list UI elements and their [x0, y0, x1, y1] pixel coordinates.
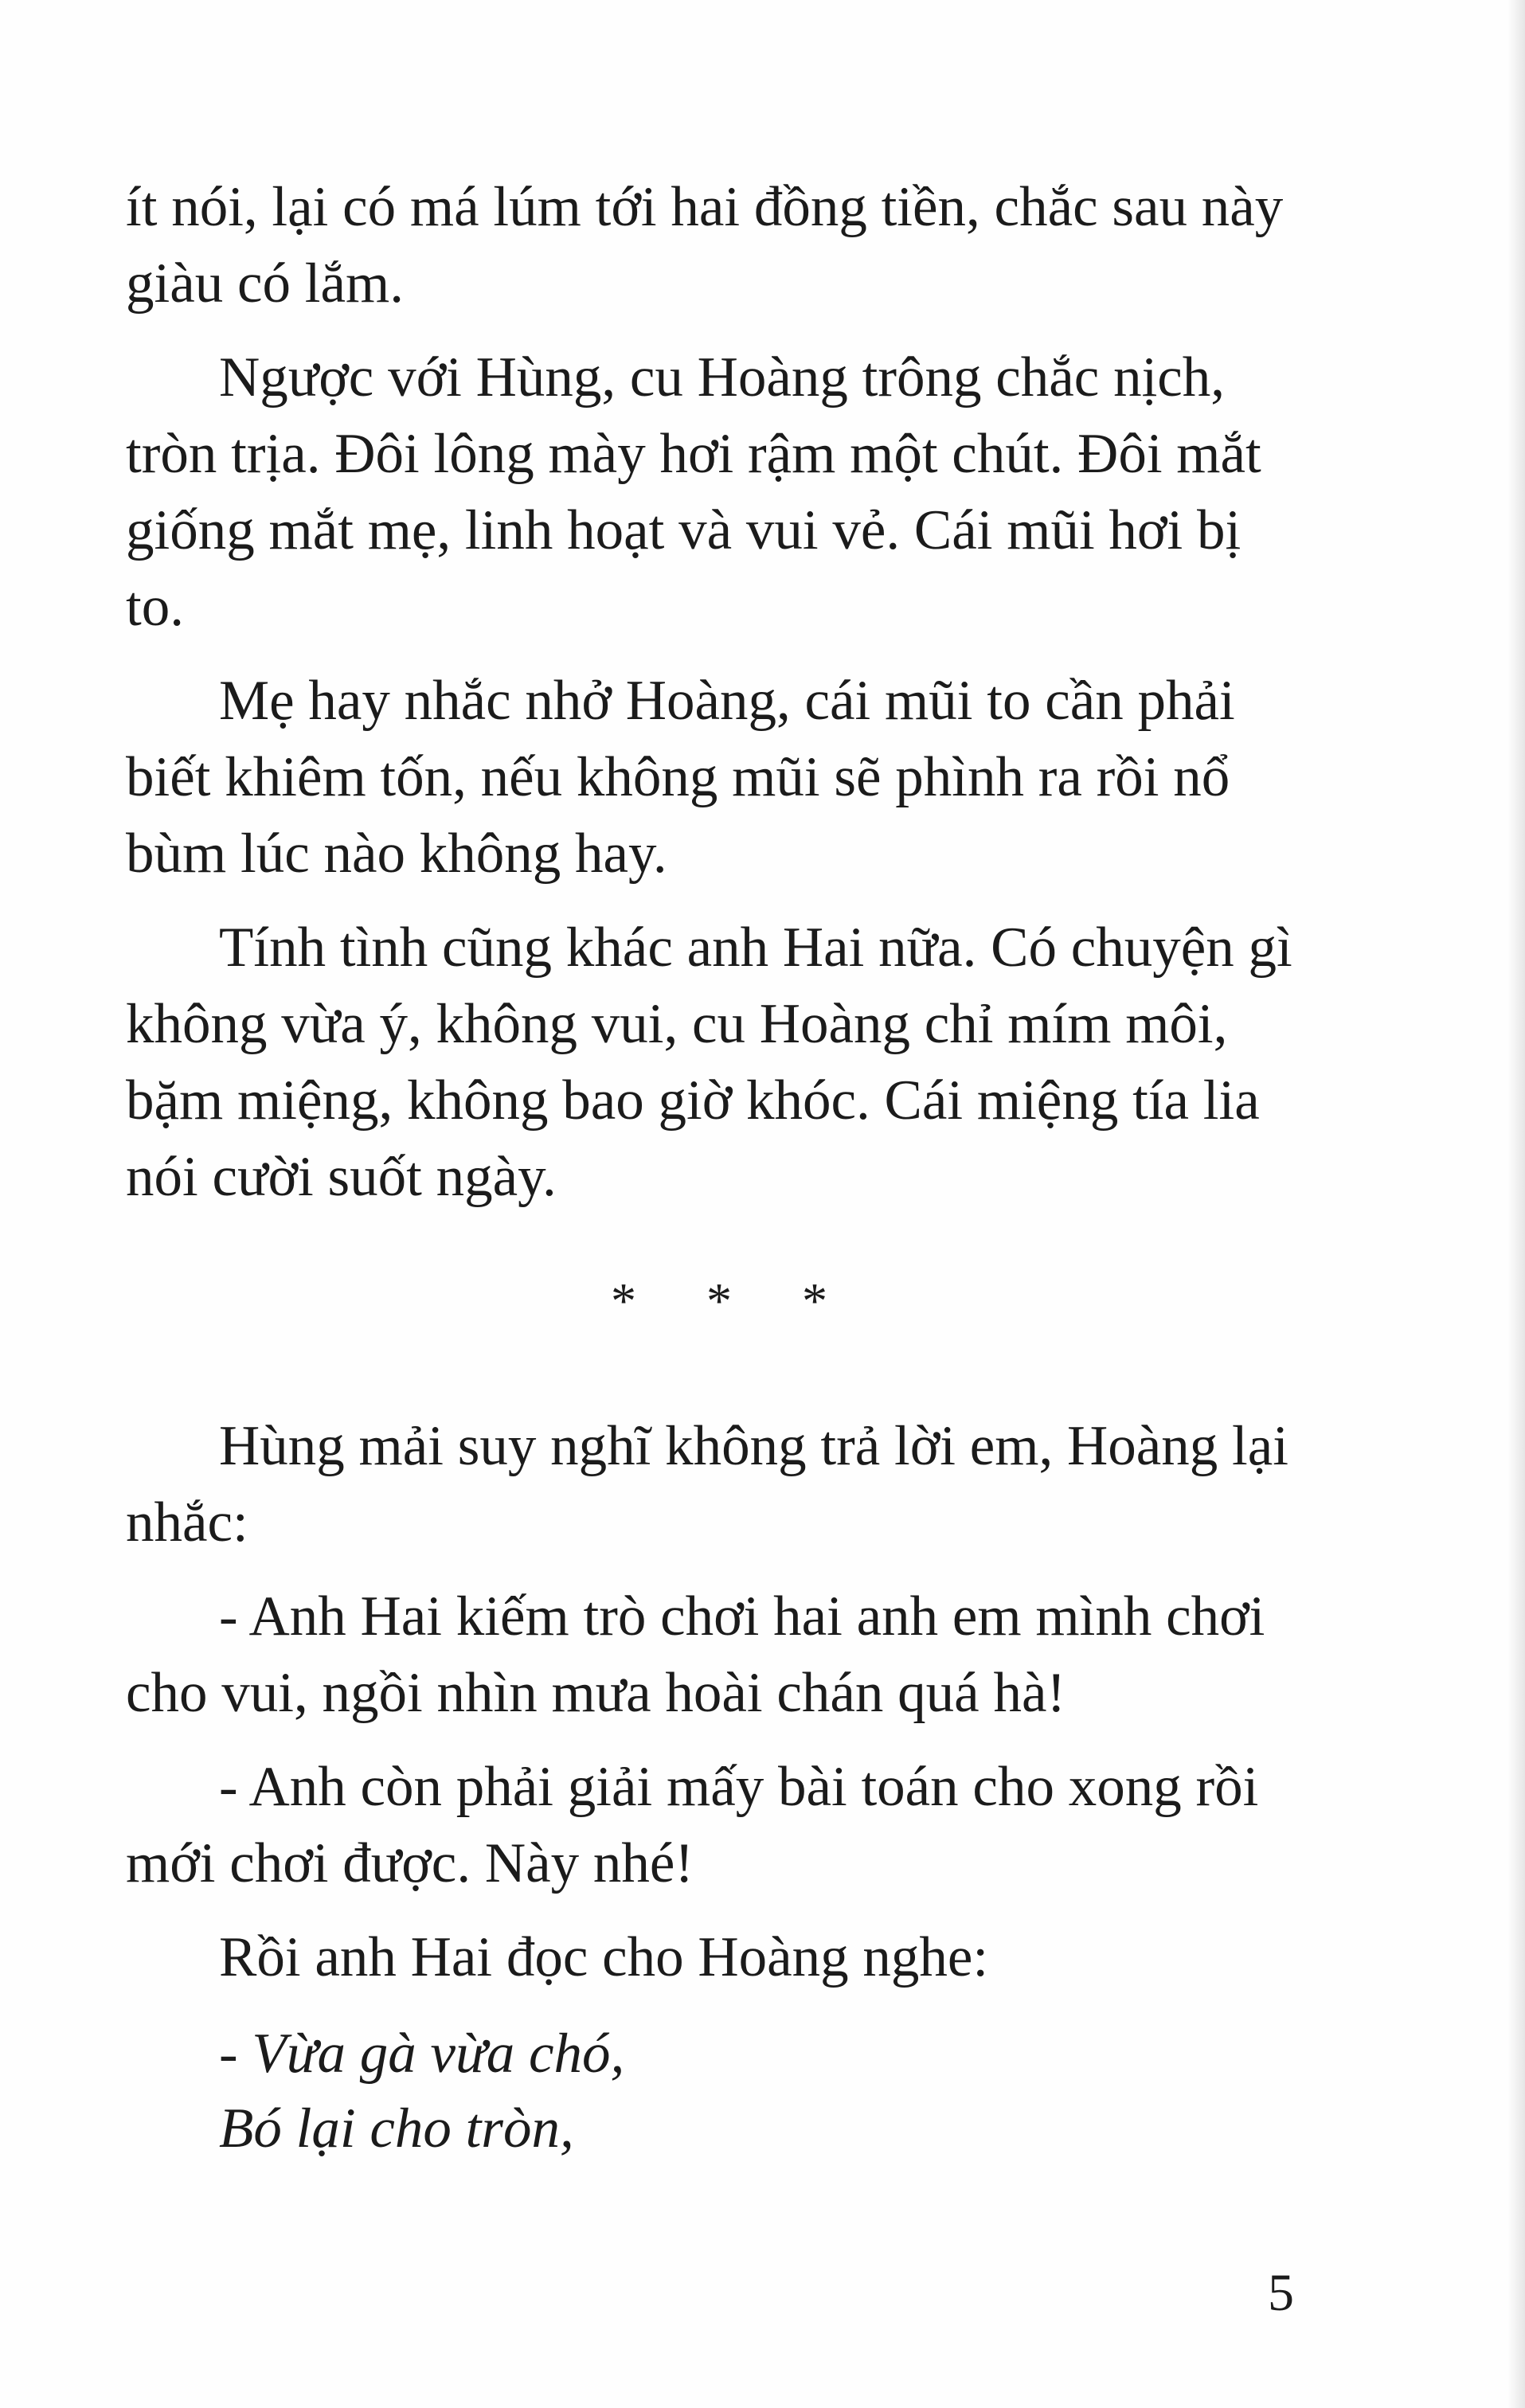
- paragraph-reading: Rồi anh Hai đọc cho Hoàng nghe:: [219, 1926, 989, 1988]
- verse-line: Bó lại cho tròn,: [219, 2097, 574, 2160]
- paragraph-hoang-appearance: Ngược với Hùng, cu Hoàng trông chắc nịch, tròn trịa. Đôi lông mày hơi rậm một chút. Đôi mắt giống mắt mẹ, linh hoạt và vui vẻ. Cái mũi hơi bị to.: [126, 346, 1261, 638]
- page-number: 5: [1268, 2264, 1294, 2322]
- page-edge-shadow: [1507, 0, 1525, 2408]
- paragraph-continued: ít nói, lại có má lúm tới hai đồng tiền, chắc sau này giàu có lắm.: [126, 176, 1284, 315]
- paragraph-hung-thinking: Hùng mải suy nghĩ không trả lời em, Hoàng lại nhắc:: [126, 1415, 1288, 1554]
- body-text: [126, 169, 1312, 2166]
- paragraph-mother-advice: Mẹ hay nhắc nhở Hoàng, cái mũi to cần phải biết khiêm tốn, nếu không mũi sẽ phình ra rồi nổ bùm lúc nào không hay.: [126, 670, 1235, 885]
- riddle-verse: [219, 2016, 1312, 2166]
- dialogue-hung: - Anh còn phải giải mấy bài toán cho xong rồi mới chơi được. Này nhé!: [126, 1756, 1259, 1894]
- section-separator: * * *: [611, 1272, 856, 1329]
- paragraph-temperament: Tính tình cũng khác anh Hai nữa. Có chuyện gì không vừa ý, không vui, cu Hoàng chỉ mím môi, bặm miệng, không bao giờ khóc. Cái miệng tía lia nói cười suốt ngày.: [126, 917, 1292, 1208]
- dialogue-hoang: - Anh Hai kiếm trò chơi hai anh em mình chơi cho vui, ngồi nhìn mưa hoài chán quá hà!: [126, 1585, 1265, 1724]
- verse-line: - Vừa gà vừa chó,: [219, 2023, 625, 2085]
